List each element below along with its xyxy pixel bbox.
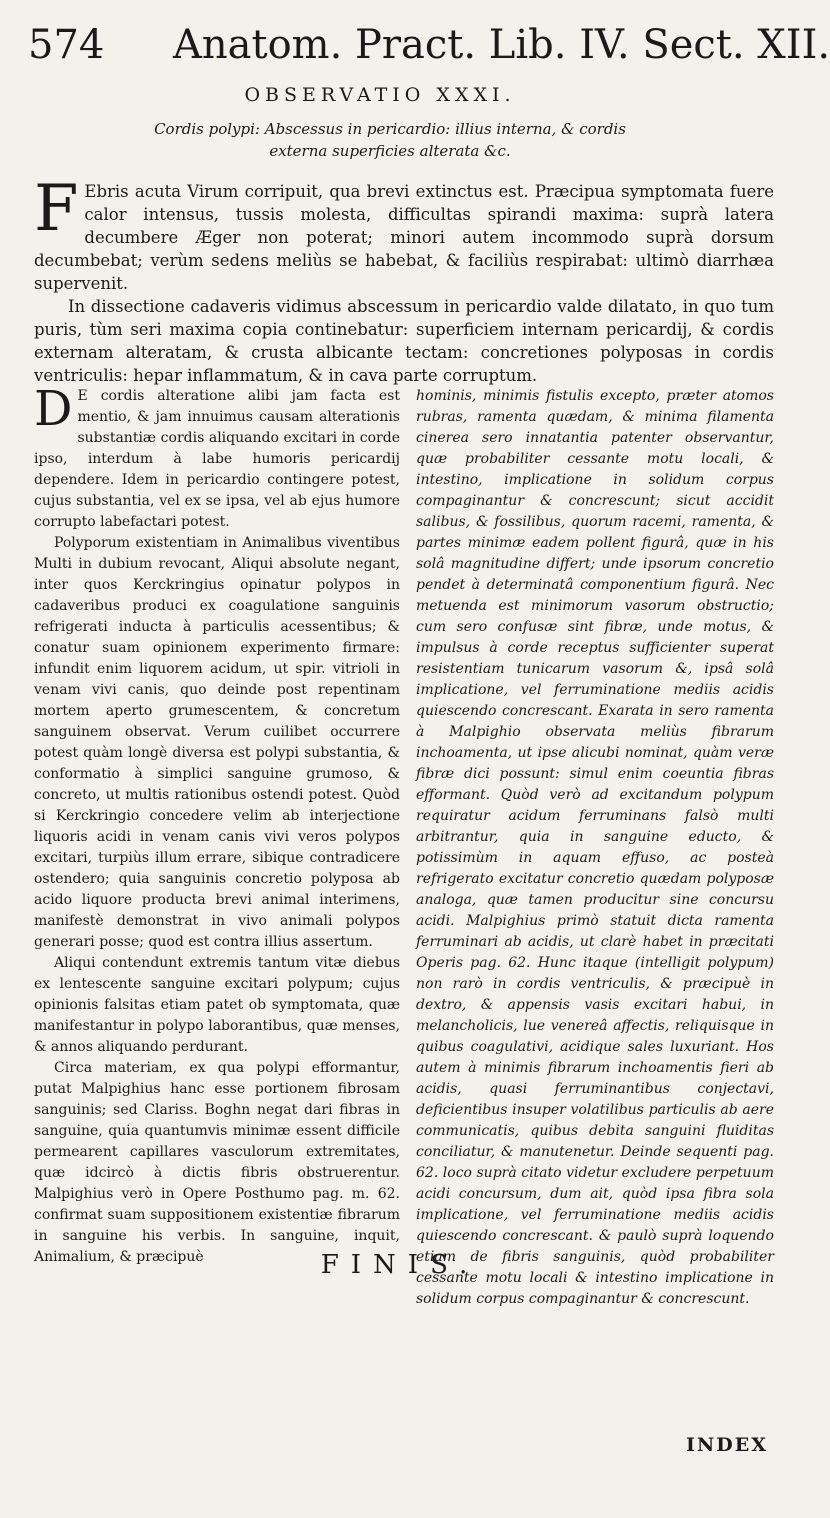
left-text-1: E cordis alteratione alibi jam facta est mentio, & jam innuimus causam alterationis substantiæ cordis aliquando excitari in corde ipso, interdum à labe humoris pericardij dependere. Idem in pericardio contingere potest, cujus substantia, vel ex se ipsa, vel ab ejus humore corrupto labefactari potest. (34, 388, 400, 530)
observation-title: OBSERVATIO XXXI. (244, 84, 516, 106)
running-head: Anatom. Pract. Lib. IV. Sect. XII. (173, 22, 830, 68)
left-paragraph-1 (34, 381, 400, 533)
drop-cap: F (34, 172, 79, 246)
drop-cap: D (34, 381, 73, 437)
left-paragraph-4: Circa materiam, ex qua polypi efformantur, putat Malpighius hanc esse portionem fibrosam sanguinis; sed Clariss. Boghn negat dari fibras in sanguine, quia quantumvis minimæ essent difficile permearent capillares vasculorum extremitates, quæ idcircò à dictis fibris obstruerentur. Malpighius verò in Opere Posthumo pag. m. 62. confirmat suam suppositionem existentiæ fibrarum in sanguine his verbis. In sanguine, inquit, Animalium, & præcipuè (34, 1060, 400, 1265)
left-paragraph-2: Polyporum existentiam in Animalibus viventibus Multi in dubium revocant, Aliqui absolute negant, inter quos Kerckringius opinatur polypos in cadaveribus produci ex coagulatione sanguinis refrigerati inducta à particulis acessentibus; & conatur suam opinionem experimento firmare: infundit enim liquorem acidum, ut spir. vitrioli in venam vivi canis, quo deinde post repentinam mortem aperto grumescentem, & concretum sanguinem observat. Verum cuilibet occurrere potest quàm longè diversa est polypi substantia, & conformatio à simplici sanguine grumoso, & concreto, ut multis rationibus ostendi potest. Quòd si Kerckringio concedere velim ab interjectione liquoris acidi in venam canis vivi veros polypos excitari, turpiùs illum errare, sibique contradicere ostendero; quia sanguinis concretio polyposa ab acido liquore producta brevi animal interimens, manifestè demonstrat in vivo animali polypos generari posse; quod est contra illius assertum. (34, 535, 400, 950)
summary-paragraph (34, 172, 774, 295)
catchword: INDEX (686, 1434, 768, 1456)
right-column (416, 386, 774, 1307)
page-number: 574 (28, 22, 105, 68)
left-column (34, 381, 400, 1265)
running-header (28, 22, 830, 72)
summary-text-2: In dissectione cadaveris vidimus abscessum in pericardio valde dilatato, in quo tum puris, tùm seri maxima copia continebatur: superficiem internam pericardij, & cordis externam alteratam, & crusta albicante tectam: concretiones polyposas in cordis ventriculis: hepar inflammatum, & in cava parte corruptum. (34, 297, 774, 385)
summary-text-1: Ebris acuta Virum corripuit, qua brevi extinctus est. Præcipua symptomata fuere calor intensus, tussis molesta, difficultas spirandi maxima: suprà latera decumbere Æger non poterat; minori autem incommodo suprà dorsum decumbebat; verùm sedens meliùs se habebat, & faciliùs respirabat: ultimò diarrhæa supervenit. (34, 182, 774, 293)
left-paragraph-3: Aliqui contendunt extremis tantum vitæ diebus ex lentescente sanguine excitari polypum; cujus opinionis falsitas etiam patet ob symptomata, quæ manifestantur in polypo laborantibus, quæ menses, & annos aliquando perdurant. (34, 955, 400, 1055)
observation-subtitle: Cordis polypi: Abscessus in pericardio: illius interna, & cordis externa superficies alterata &c. (154, 120, 626, 160)
case-summary (34, 172, 774, 387)
right-paragraph-1: hominis, minimis fistulis excepto, præter atomos rubras, ramenta quædam, & minima filamenta cinerea sero innatantia patenter observantur, quæ probabiliter cessante motu locali, & intestino, implicatione in solidum corpus compaginantur & concrescunt; sicut accidit salibus, & fossilibus, quorum racemi, ramenta, & partes minimæ eadem pollent figurâ, quæ in his solâ magnitudine differt; unde ipsorum concretio pendet à determinatâ componentium figurâ. Nec metuenda est minimorum vasorum obstructio; cum sero confusæ sint fibræ, unde motus, & impulsus à corde receptus sufficienter superat resistentiam tunicarum vasorum &, ipsâ solâ implicatione, vel ferruminatione mediis acidis quiescendo concrescant. Exarata in sero ramenta à Malpighio observata meliùs fibrarum inchoamenta, ut ipse alicubi nominat, quàm veræ fibræ dici possunt: simul enim coeuntia fibras efformant. Quòd verò ad excitandum polypum requiratur acidum ferruminans falsò multi arbitrantur, quia in sanguine educto, & potissimùm in aquam effuso, ac posteà refrigerato excitatur concretio quædam polyposæ analoga, quæ tamen producitur sine concursu acidi. Malpighius primò statuit dicta ramenta ferruminari ab acidis, ut clarè habet in præcitati Operis pag. 62. Hunc itaque (intelligit polypum) non rarò in cordis ventriculis, & præcipuè in dextro, & appensis vasis excitari habui, in melancholicis, lue venereâ affectis, reliquisque in quibus coagulativi, acidique sales luxuriant. Hos autem à minimis fibrarum inchoamentis fieri ab acidis, quasi ferruminantibus conjectavi, deficientibus insuper volatilibus particulis ab aere communicatis, quibus debita sanguini fluiditas conciliatur, & manutenetur. Deinde sequenti pag. 62. loco suprà citato videtur excludere perpetuum acidi concursum, dum ait, quòd ipsa fibra sola implicatione, vel ferruminatione mediis acidis quiescendo concrescant. & paulò suprà loquendo etiam de fibris sanguinis, quòd probabiliter cessante motu locali & intestino implicatione in solidum corpus compaginantur & concrescunt. (416, 388, 774, 1307)
finis-mark: FINIS. (320, 1250, 480, 1280)
